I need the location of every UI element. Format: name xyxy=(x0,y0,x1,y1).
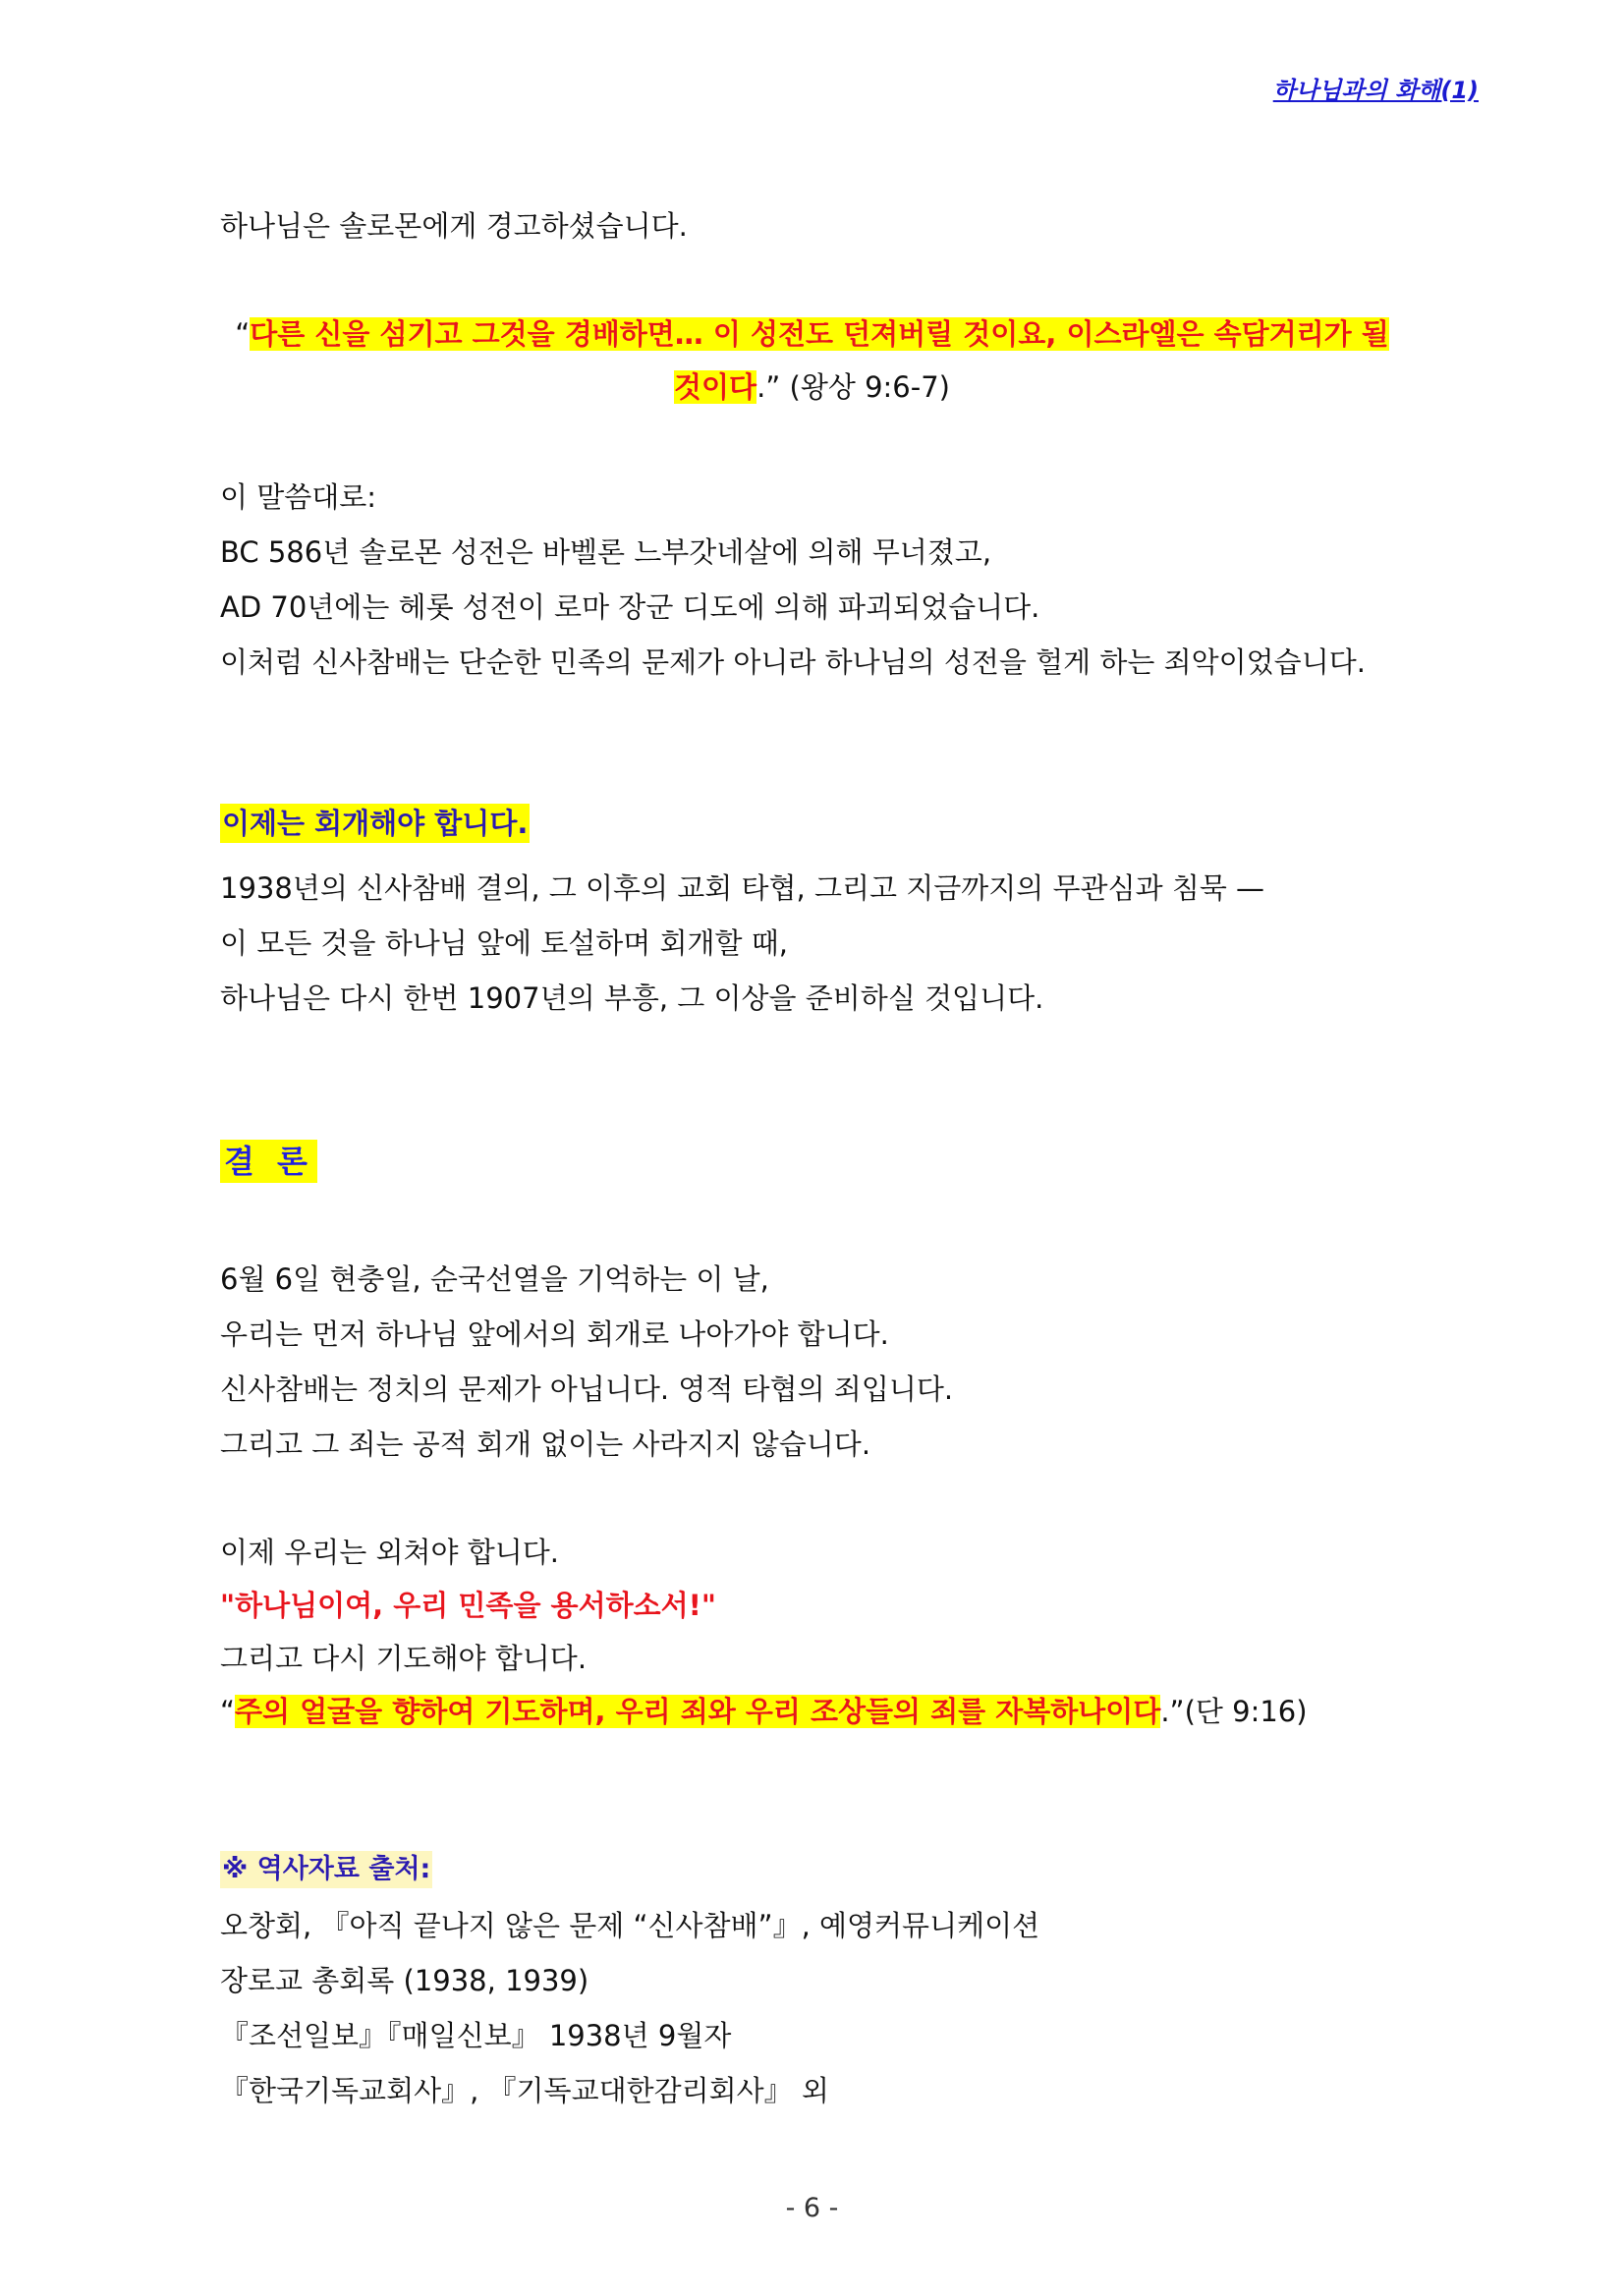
block3-line-1: 6월 6일 현충일, 순국선열을 기억하는 이 날, xyxy=(220,1262,769,1296)
block1-line-3: AD 70년에는 헤롯 성전이 로마 장군 디도에 의해 파괴되었습니다. xyxy=(220,590,1040,624)
block4-line-3: 그리고 다시 기도해야 합니다. xyxy=(220,1642,588,1675)
paragraph-intro: 하나님은 솔로몬에게 경고하셨습니다. xyxy=(220,209,688,243)
block3-line-2: 우리는 먼저 하나님 앞에서의 회개로 나아가야 합니다. xyxy=(220,1317,889,1351)
running-header: 하나님과의 화해(1) xyxy=(1272,77,1479,104)
quote-1-line-1 xyxy=(0,314,1624,354)
block2-line-3: 하나님은 다시 한번 1907년의 부흥, 그 이상을 준비하실 것입니다. xyxy=(220,981,1044,1015)
cry-text: 하나님이여, 우리 민족을 용서하소서! xyxy=(235,1589,701,1622)
quote-1-highlight-a: 다른 신을 섬기고 그것을 경배하면… 이 성전도 던져버릴 것이요, 이스라엘은 속담거리가 될 xyxy=(250,317,1389,351)
block4-line-1: 이제 우리는 외쳐야 합니다. xyxy=(220,1536,560,1569)
source-item: 『조선일보』『매일신보』 1938년 9월자 xyxy=(220,2019,732,2052)
quote-2-citation: .”(단 9:16) xyxy=(1160,1695,1308,1728)
block1-line-1: 이 말씀대로: xyxy=(220,480,377,514)
cry-close-mark: " xyxy=(700,1589,716,1622)
block1-line-4: 이처럼 신사참배는 단순한 민족의 문제가 아니라 하나님의 성전을 헐게 하는 죄악이었습니다. xyxy=(220,645,1366,679)
block3-line-3: 신사참배는 정치의 문제가 아닙니다. 영적 타협의 죄입니다. xyxy=(220,1372,954,1406)
block3-line-4: 그리고 그 죄는 공적 회개 없이는 사라지지 않습니다. xyxy=(220,1428,871,1461)
block4-quote-line xyxy=(220,1692,1308,1731)
sources-label: ※ 역사자료 출처: xyxy=(220,1851,432,1888)
block4-cry-line xyxy=(220,1586,716,1625)
block1-line-2: BC 586년 솔로몬 성전은 바벨론 느부갓네살에 의해 무너졌고, xyxy=(220,535,992,569)
quote-1-highlight-b: 것이다 xyxy=(674,370,757,404)
quote-1-line-2 xyxy=(0,367,1624,407)
cry-open-mark: " xyxy=(220,1589,236,1622)
block2-line-1: 1938년의 신사참배 결의, 그 이후의 교회 타협, 그리고 지금까지의 무관심과 침묵 — xyxy=(220,871,1265,905)
source-item: 『한국기독교회사』, 『기독교대한감리회사』 외 xyxy=(220,2074,829,2107)
heading-conclusion: 결 론 xyxy=(220,1140,317,1183)
quote-2-highlight: 주의 얼굴을 향하여 기도하며, 우리 죄와 우리 조상들의 죄를 자복하나이다 xyxy=(235,1695,1161,1728)
source-item: 오창회, 『아직 끝나지 않은 문제 “신사참배”』, 예영커뮤니케이션 xyxy=(220,1909,1040,1942)
quote-2-open-mark: “ xyxy=(220,1695,236,1728)
subheading-repent: 이제는 회개해야 합니다. xyxy=(220,804,530,843)
quote-open-mark: “ xyxy=(235,317,251,351)
quote-1-citation: .” (왕상 9:6-7) xyxy=(756,370,950,404)
source-item: 장로교 총회록 (1938, 1939) xyxy=(220,1964,589,1997)
block2-line-2: 이 모든 것을 하나님 앞에 토설하며 회개할 때, xyxy=(220,926,788,960)
page-number: - 6 - xyxy=(785,2193,839,2223)
